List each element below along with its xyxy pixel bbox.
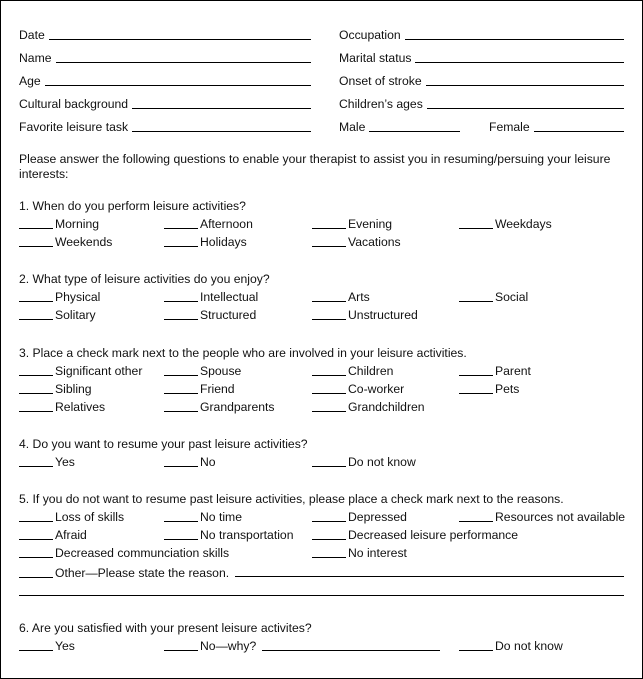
check-blank[interactable] — [312, 401, 346, 412]
q5-option[interactable] — [164, 510, 242, 524]
check-blank[interactable] — [459, 291, 493, 302]
favorite-leisure-task-field[interactable] — [19, 118, 311, 134]
option-label: Weekdays — [495, 217, 552, 231]
check-blank[interactable] — [312, 547, 346, 558]
q1-option[interactable] — [19, 217, 99, 231]
option-label: Children — [348, 364, 394, 378]
q6-text: 6. Are you satisfied with your present leisure activites? — [19, 621, 312, 635]
onset-of-stroke-line[interactable] — [426, 84, 624, 86]
q2-option[interactable] — [312, 308, 418, 322]
check-blank[interactable] — [164, 529, 198, 540]
date-line[interactable] — [49, 38, 311, 40]
occupation-field[interactable] — [339, 26, 624, 42]
name-line[interactable] — [56, 61, 311, 63]
favorite-leisure-task-label: Favorite leisure task — [19, 120, 129, 134]
option-label: Parent — [495, 364, 531, 378]
male-label: Male — [339, 120, 366, 134]
option-label: Do not know — [495, 639, 563, 653]
option-label: Grandparents — [200, 400, 275, 414]
q3-option[interactable] — [459, 382, 519, 396]
option-label: Solitary — [55, 308, 96, 322]
marital-status-field[interactable] — [339, 49, 624, 65]
check-blank[interactable] — [19, 547, 53, 558]
option-label: Yes — [55, 455, 75, 469]
option-label: Unstructured — [348, 308, 418, 322]
female-line[interactable] — [534, 130, 624, 132]
option-label: Social — [495, 290, 529, 304]
q4-text: 4. Do you want to resume your past leisure activities? — [19, 437, 308, 451]
why-line[interactable] — [262, 650, 440, 651]
option-label: No — [200, 455, 216, 469]
check-blank[interactable] — [19, 309, 53, 320]
option-label: Relatives — [55, 400, 106, 414]
q5-option[interactable] — [19, 510, 124, 524]
name-label: Name — [19, 51, 52, 65]
option-label: No time — [200, 510, 242, 524]
check-blank[interactable] — [19, 383, 53, 394]
check-blank[interactable] — [19, 401, 53, 412]
q5-option[interactable] — [19, 546, 229, 560]
q2-option[interactable] — [164, 308, 256, 322]
q3-option[interactable] — [164, 400, 275, 414]
check-blank[interactable] — [312, 218, 346, 229]
occupation-line[interactable] — [405, 38, 624, 40]
check-blank[interactable] — [459, 383, 493, 394]
check-blank[interactable] — [459, 511, 493, 522]
check-blank[interactable] — [164, 511, 198, 522]
option-label: Significant other — [55, 364, 143, 378]
q2-option[interactable] — [19, 308, 96, 322]
favorite-leisure-task-line[interactable] — [132, 130, 311, 132]
occupation-label: Occupation — [339, 28, 401, 42]
check-blank[interactable] — [164, 640, 198, 651]
option-label: Decreased communciation skills — [55, 546, 230, 560]
check-blank[interactable] — [19, 640, 53, 651]
q5-text: 5. If you do not want to resume past leisure activities, please place a check mark next to the reasons. — [19, 492, 564, 506]
q6-option[interactable] — [19, 639, 75, 653]
check-blank[interactable] — [164, 456, 198, 467]
male-field[interactable] — [339, 118, 460, 134]
q2-text: 2. What type of leisure activities do you enjoy? — [19, 272, 270, 286]
check-blank[interactable] — [312, 365, 346, 376]
age-label: Age — [19, 74, 41, 88]
option-label: Other—Please state the reason. — [55, 566, 230, 580]
check-blank[interactable] — [19, 236, 53, 247]
childrens-ages-line[interactable] — [427, 107, 624, 109]
option-label: Afternoon — [200, 217, 253, 231]
option-label: Holidays — [200, 235, 247, 249]
option-label: No—why? — [200, 639, 257, 653]
q3-text: 3. Place a check mark next to the people who are involved in your leisure activities. — [19, 346, 467, 360]
name-field[interactable] — [19, 49, 311, 65]
option-label: Yes — [55, 639, 75, 653]
option-label: Loss of skills — [55, 510, 125, 524]
q4-option[interactable] — [19, 455, 75, 469]
check-blank[interactable] — [312, 236, 346, 247]
cultural-background-field[interactable] — [19, 95, 311, 111]
option-label: Vacations — [348, 235, 401, 249]
option-label: Do not know — [348, 455, 416, 469]
check-blank[interactable] — [164, 218, 198, 229]
male-line[interactable] — [369, 130, 460, 132]
age-line[interactable] — [45, 84, 311, 86]
q4-option[interactable] — [164, 455, 216, 469]
option-label: Spouse — [200, 364, 242, 378]
female-label: Female — [489, 120, 530, 134]
option-label: Evening — [348, 217, 393, 231]
q6-option[interactable] — [459, 639, 563, 653]
q3-option[interactable] — [312, 400, 425, 414]
q1-option[interactable] — [164, 217, 253, 231]
q2-option[interactable] — [312, 290, 370, 304]
q3-option[interactable] — [459, 364, 531, 378]
q2-option[interactable] — [19, 290, 100, 304]
option-label: Decreased leisure performance — [348, 528, 519, 542]
q4-option[interactable] — [312, 455, 416, 469]
cultural-background-line[interactable] — [132, 107, 311, 109]
check-blank[interactable] — [459, 640, 493, 651]
check-blank[interactable] — [459, 218, 493, 229]
marital-status-line[interactable] — [415, 61, 624, 63]
q1-text: 1. When do you perform leisure activities? — [19, 199, 246, 213]
check-blank[interactable] — [164, 401, 198, 412]
option-label: Sibling — [55, 382, 92, 396]
q3-option[interactable] — [19, 364, 142, 378]
age-field[interactable] — [19, 72, 311, 88]
check-blank[interactable] — [164, 309, 198, 320]
q3-option[interactable] — [164, 382, 235, 396]
option-label: Physical — [55, 290, 101, 304]
q5-option[interactable] — [312, 528, 518, 542]
option-label: No transportation — [200, 528, 294, 542]
option-label: Depressed — [348, 510, 407, 524]
q5-option[interactable] — [164, 528, 294, 542]
q2-option[interactable] — [164, 290, 258, 304]
q5-option-other[interactable] — [19, 566, 229, 580]
q3-option[interactable] — [312, 364, 393, 378]
female-field[interactable] — [489, 118, 624, 134]
q2-option[interactable] — [459, 290, 528, 304]
check-blank[interactable] — [19, 567, 53, 578]
check-blank[interactable] — [19, 456, 53, 467]
option-label: Grandchildren — [348, 400, 425, 414]
check-blank[interactable] — [19, 365, 53, 376]
q6-option[interactable] — [164, 639, 256, 653]
date-field[interactable] — [19, 26, 311, 42]
check-blank[interactable] — [164, 291, 198, 302]
other-reason-line-2[interactable] — [19, 595, 624, 596]
q5-option[interactable] — [312, 546, 407, 560]
onset-of-stroke-field[interactable] — [339, 72, 624, 88]
childrens-ages-field[interactable] — [339, 95, 624, 111]
q5-option[interactable] — [19, 528, 87, 542]
option-label: Morning — [55, 217, 100, 231]
check-blank[interactable] — [19, 529, 53, 540]
check-blank[interactable] — [312, 456, 346, 467]
q1-option[interactable] — [164, 235, 247, 249]
q1-option[interactable] — [459, 217, 552, 231]
check-blank[interactable] — [19, 291, 53, 302]
option-label: Friend — [200, 382, 235, 396]
date-label: Date — [19, 28, 45, 42]
option-label: Arts — [348, 290, 370, 304]
option-label: Weekends — [55, 235, 113, 249]
q3-option[interactable] — [164, 364, 241, 378]
q5-option[interactable] — [459, 510, 625, 524]
option-label: Afraid — [55, 528, 87, 542]
intro-text: Please answer the following questions to enable your therapist to assist you in resuming/persuing your leisure interests: — [19, 152, 611, 181]
q1-option[interactable] — [312, 217, 392, 231]
q1-option[interactable] — [19, 235, 112, 249]
check-blank[interactable] — [459, 365, 493, 376]
check-blank[interactable] — [312, 511, 346, 522]
childrens-ages-label: Children’s ages — [339, 97, 423, 111]
option-label: Co-worker — [348, 382, 405, 396]
check-blank[interactable] — [19, 511, 53, 522]
option-label: Intellectual — [200, 290, 259, 304]
q3-option[interactable] — [19, 400, 105, 414]
option-label: No interest — [348, 546, 407, 560]
q3-option[interactable] — [312, 382, 404, 396]
check-blank[interactable] — [312, 291, 346, 302]
q3-option[interactable] — [19, 382, 92, 396]
q1-option[interactable] — [312, 235, 401, 249]
check-blank[interactable] — [312, 529, 346, 540]
marital-status-label: Marital status — [339, 51, 412, 65]
other-reason-line[interactable] — [235, 576, 624, 577]
check-blank[interactable] — [164, 236, 198, 247]
option-label: Structured — [200, 308, 257, 322]
q5-option[interactable] — [312, 510, 407, 524]
check-blank[interactable] — [164, 365, 198, 376]
option-label: Pets — [495, 382, 520, 396]
check-blank[interactable] — [312, 309, 346, 320]
check-blank[interactable] — [19, 218, 53, 229]
check-blank[interactable] — [164, 383, 198, 394]
onset-of-stroke-label: Onset of stroke — [339, 74, 422, 88]
cultural-background-label: Cultural background — [19, 97, 129, 111]
check-blank[interactable] — [312, 383, 346, 394]
option-label: Resources not available — [495, 510, 626, 524]
